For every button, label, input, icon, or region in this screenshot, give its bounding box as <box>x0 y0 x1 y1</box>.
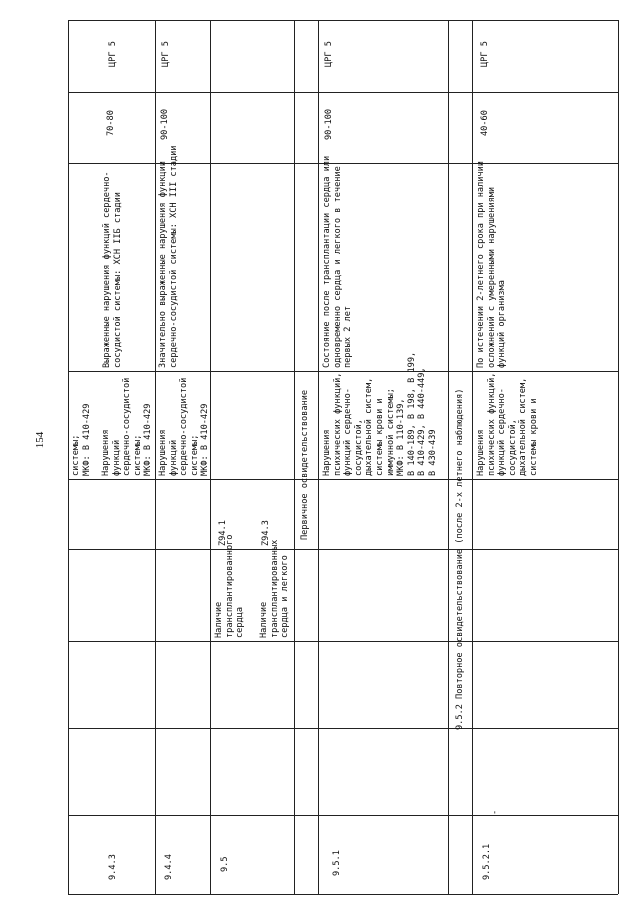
column-border-col2 <box>68 815 618 816</box>
column-border-diagnoses <box>68 479 618 480</box>
row-9-4-4-criterion: Значительно выраженные нарушения функции сердечно-сосудистой системы: ХСН III стадии <box>158 145 179 368</box>
diagnoses-continuation: системы; МКФ: В 410-429 <box>71 403 92 476</box>
table-border-left <box>68 894 618 895</box>
column-border-disease <box>68 641 618 642</box>
row-9-5-2-1-dash: - <box>490 809 500 815</box>
row-9-4-3-diagnoses: Нарушения функций сердечно-сосудистой системы; МКФ: В 410-429 <box>101 377 154 476</box>
table-border-bottom <box>618 20 619 894</box>
row-9-4-4-diagnoses: Нарушения функций сердечно-сосудистой системы; МКФ: В 410-429 <box>158 377 211 476</box>
row-9-4-3-target: ЦРГ 5 <box>108 41 118 67</box>
row-9-5-1-target: ЦРГ 5 <box>324 41 334 67</box>
row-9-5-2-1-percent: 40-60 <box>480 110 490 136</box>
row-border-section-primary <box>294 20 295 894</box>
row-9-5-2-1-criterion: По истечении 2-летнего срока при наличии осложнений с умеренными нарушениями функций организма <box>476 161 508 368</box>
row-border-944 <box>155 20 156 894</box>
column-border-icd <box>68 549 618 550</box>
row-border-951 <box>318 20 319 894</box>
row-9-4-4-target: ЦРГ 5 <box>161 41 171 67</box>
row-9-5-2-1-diagnoses: Нарушения психических функций, функций сердечно- сосудистой, дыхательной систем, системы крови и <box>476 372 539 476</box>
row-9-5-disease-heart-lung: Наличие трансплантированных сердца и легкого <box>259 539 291 638</box>
row-9-4-4-percent: 90-100 <box>160 108 170 140</box>
row-9-4-4-code: 9.4.4 <box>164 854 174 880</box>
row-9-5-code: 9.5 <box>220 856 230 872</box>
row-9-5-1-diagnoses: Нарушения психических функций, функций сердечно- сосудистой, дыхательной систем, системы крови и иммунной системы; МКФ: В 110-139, В 140-189, В 198, В 199, В 410-429, В 440-449, В 430-439 <box>322 351 438 476</box>
row-9-5-1-code: 9.5.1 <box>332 850 342 876</box>
table-border-top <box>68 20 69 894</box>
table-border-right <box>68 20 618 21</box>
row-9-4-3-code: 9.4.3 <box>108 854 118 880</box>
row-9-5-2-1-target: ЦРГ 5 <box>480 41 490 67</box>
row-9-5-disease-heart: Наличие трансплантированного сердца <box>214 534 246 638</box>
row-9-5-2-1-code: 9.5.2.1 <box>482 843 492 880</box>
row-9-4-3-criterion: Выраженные нарушения функций сердечно- сосудистой системы: ХСН IIБ стадии <box>102 171 123 368</box>
row-border-9521 <box>472 20 473 894</box>
section-repeat-title: 9.5.2 Повторное освидетельствование (после 2-х летнего наблюдения) <box>455 388 465 730</box>
row-9-5-icd-heart: Z94.1 <box>218 520 228 546</box>
section-primary-title: Первичное освидетельствование <box>300 389 310 540</box>
row-9-4-3-percent: 70-80 <box>106 110 116 136</box>
row-9-5-1-percent: 90-100 <box>324 108 334 140</box>
page-number: 154 <box>34 431 46 449</box>
row-border-section-repeat <box>448 20 449 894</box>
column-border-col3 <box>68 728 618 729</box>
row-9-5-1-criterion: Состояние после трансплантации сердца или одновременно сердца и легкого в течение первых 2 лет <box>322 155 354 368</box>
column-border-target <box>68 92 618 93</box>
row-9-5-icd-heart-lung: Z94.3 <box>261 520 271 546</box>
